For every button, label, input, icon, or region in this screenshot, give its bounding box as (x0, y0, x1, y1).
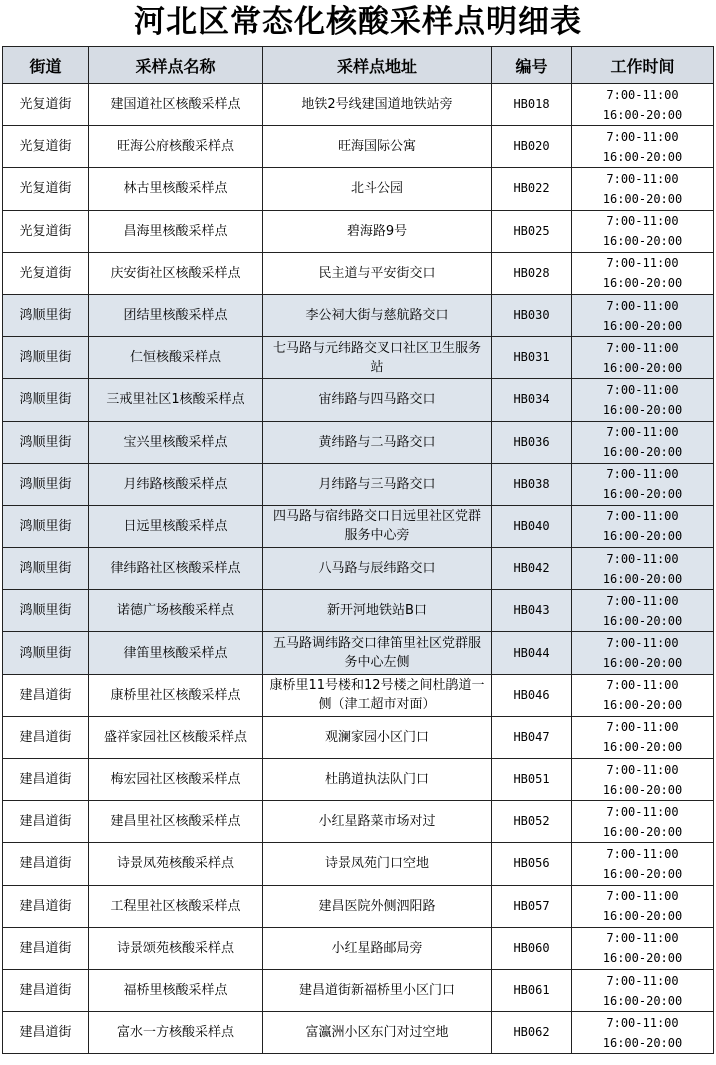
evening-hours: 16:00-20:00 (602, 824, 683, 839)
table-row (3, 590, 714, 632)
street-cell: 鸿顺里街 (3, 337, 89, 379)
code-cell: HB062 (492, 1012, 572, 1054)
morning-hours: 7:00-11:00 (606, 171, 679, 186)
site-address-cell: 新开河地铁站B口 (263, 590, 492, 632)
sampling-sites-table (2, 46, 714, 1054)
code-cell: HB030 (492, 294, 572, 336)
site-name-cell: 林古里核酸采样点 (89, 168, 263, 210)
morning-hours: 7:00-11:00 (606, 636, 679, 651)
table-row (3, 337, 714, 379)
site-name-cell: 仁恒核酸采样点 (89, 337, 263, 379)
table-row (3, 463, 714, 505)
street-cell: 鸿顺里街 (3, 421, 89, 463)
code-cell: HB034 (492, 379, 572, 421)
evening-hours: 16:00-20:00 (602, 149, 683, 164)
header-row (3, 47, 714, 84)
street-cell: 鸿顺里街 (3, 590, 89, 632)
table-row (3, 84, 714, 126)
street-cell: 光复道街 (3, 168, 89, 210)
table-row (3, 716, 714, 758)
evening-hours: 16:00-20:00 (602, 613, 683, 628)
morning-hours: 7:00-11:00 (606, 467, 679, 482)
table-header (3, 47, 714, 84)
site-name-cell: 建国道社区核酸采样点 (89, 84, 263, 126)
code-cell: HB057 (492, 885, 572, 927)
site-address-cell: 诗景凤苑门口空地 (263, 843, 492, 885)
table-body (3, 84, 714, 1054)
evening-hours: 16:00-20:00 (602, 107, 683, 122)
site-address-cell: 康桥里11号楼和12号楼之间杜鹃道一侧（津工超市对面） (263, 674, 492, 716)
site-address-cell: 北斗公园 (263, 168, 492, 210)
site-address-cell: 黄纬路与二马路交口 (263, 421, 492, 463)
code-cell: HB025 (492, 210, 572, 252)
morning-hours: 7:00-11:00 (606, 509, 679, 524)
street-cell: 鸿顺里街 (3, 379, 89, 421)
street-cell: 光复道街 (3, 84, 89, 126)
code-cell: HB043 (492, 590, 572, 632)
evening-hours: 16:00-20:00 (602, 487, 683, 502)
working-hours-cell (572, 801, 714, 843)
morning-hours: 7:00-11:00 (606, 931, 679, 946)
site-name-cell: 富水一方核酸采样点 (89, 1012, 263, 1054)
table-row (3, 379, 714, 421)
code-cell: HB040 (492, 505, 572, 547)
code-cell: HB051 (492, 759, 572, 801)
working-hours-cell (572, 759, 714, 801)
table-row (3, 548, 714, 590)
site-name-cell: 建昌里社区核酸采样点 (89, 801, 263, 843)
site-name-cell: 福桥里核酸采样点 (89, 969, 263, 1011)
morning-hours: 7:00-11:00 (606, 973, 679, 988)
morning-hours: 7:00-11:00 (606, 129, 679, 144)
morning-hours: 7:00-11:00 (606, 214, 679, 229)
code-cell: HB031 (492, 337, 572, 379)
working-hours-cell (572, 463, 714, 505)
street-cell: 光复道街 (3, 210, 89, 252)
evening-hours: 16:00-20:00 (602, 909, 683, 924)
table-row (3, 843, 714, 885)
site-address-cell: 小红星路邮局旁 (263, 927, 492, 969)
street-cell: 建昌道街 (3, 843, 89, 885)
evening-hours: 16:00-20:00 (602, 445, 683, 460)
street-cell: 鸿顺里街 (3, 294, 89, 336)
working-hours-cell (572, 168, 714, 210)
evening-hours: 16:00-20:00 (602, 276, 683, 291)
site-address-cell: 李公祠大街与慈航路交口 (263, 294, 492, 336)
site-name-cell: 律笛里核酸采样点 (89, 632, 263, 674)
evening-hours: 16:00-20:00 (602, 360, 683, 375)
evening-hours: 16:00-20:00 (602, 1035, 683, 1050)
table-row (3, 168, 714, 210)
site-address-cell: 地铁2号线建国道地铁站旁 (263, 84, 492, 126)
morning-hours: 7:00-11:00 (606, 889, 679, 904)
morning-hours: 7:00-11:00 (606, 720, 679, 735)
table-row (3, 1012, 714, 1054)
evening-hours: 16:00-20:00 (602, 698, 683, 713)
code-cell: HB061 (492, 969, 572, 1011)
code-cell: HB022 (492, 168, 572, 210)
street-cell: 鸿顺里街 (3, 463, 89, 505)
morning-hours: 7:00-11:00 (606, 593, 679, 608)
street-cell: 建昌道街 (3, 969, 89, 1011)
header-code: 编号 (492, 47, 572, 84)
site-name-cell: 盛祥家园社区核酸采样点 (89, 716, 263, 758)
table-row (3, 252, 714, 294)
working-hours-cell (572, 210, 714, 252)
evening-hours: 16:00-20:00 (602, 740, 683, 755)
working-hours-cell (572, 885, 714, 927)
street-cell: 建昌道街 (3, 927, 89, 969)
table-row (3, 632, 714, 674)
site-name-cell: 昌海里核酸采样点 (89, 210, 263, 252)
working-hours-cell (572, 716, 714, 758)
code-cell: HB042 (492, 548, 572, 590)
working-hours-cell (572, 505, 714, 547)
street-cell: 光复道街 (3, 252, 89, 294)
table-row (3, 801, 714, 843)
morning-hours: 7:00-11:00 (606, 382, 679, 397)
working-hours-cell (572, 84, 714, 126)
page-title: 河北区常态化核酸采样点明细表 (134, 4, 582, 40)
working-hours-cell (572, 337, 714, 379)
site-address-cell: 宙纬路与四马路交口 (263, 379, 492, 421)
code-cell: HB044 (492, 632, 572, 674)
site-name-cell: 庆安街社区核酸采样点 (89, 252, 263, 294)
street-cell: 建昌道街 (3, 759, 89, 801)
evening-hours: 16:00-20:00 (602, 782, 683, 797)
table-row (3, 421, 714, 463)
working-hours-cell (572, 379, 714, 421)
site-name-cell: 诺德广场核酸采样点 (89, 590, 263, 632)
street-cell: 建昌道街 (3, 801, 89, 843)
working-hours-cell (572, 590, 714, 632)
site-name-cell: 日远里核酸采样点 (89, 505, 263, 547)
site-address-cell: 建昌道街新福桥里小区门口 (263, 969, 492, 1011)
code-cell: HB046 (492, 674, 572, 716)
morning-hours: 7:00-11:00 (606, 1015, 679, 1030)
site-address-cell: 旺海国际公寓 (263, 126, 492, 168)
code-cell: HB047 (492, 716, 572, 758)
site-name-cell: 月纬路核酸采样点 (89, 463, 263, 505)
working-hours-cell (572, 674, 714, 716)
morning-hours: 7:00-11:00 (606, 256, 679, 271)
site-address-cell: 碧海路9号 (263, 210, 492, 252)
evening-hours: 16:00-20:00 (602, 571, 683, 586)
site-address-cell: 八马路与辰纬路交口 (263, 548, 492, 590)
site-address-cell: 月纬路与三马路交口 (263, 463, 492, 505)
evening-hours: 16:00-20:00 (602, 866, 683, 881)
code-cell: HB056 (492, 843, 572, 885)
working-hours-cell (572, 252, 714, 294)
code-cell: HB020 (492, 126, 572, 168)
working-hours-cell (572, 1012, 714, 1054)
code-cell: HB018 (492, 84, 572, 126)
site-name-cell: 康桥里社区核酸采样点 (89, 674, 263, 716)
working-hours-cell (572, 548, 714, 590)
street-cell: 建昌道街 (3, 885, 89, 927)
site-name-cell: 三戒里社区1核酸采样点 (89, 379, 263, 421)
working-hours-cell (572, 927, 714, 969)
morning-hours: 7:00-11:00 (606, 846, 679, 861)
working-hours-cell (572, 294, 714, 336)
table-row (3, 969, 714, 1011)
street-cell: 建昌道街 (3, 1012, 89, 1054)
working-hours-cell (572, 632, 714, 674)
table-row (3, 294, 714, 336)
code-cell: HB036 (492, 421, 572, 463)
evening-hours: 16:00-20:00 (602, 402, 683, 417)
evening-hours: 16:00-20:00 (602, 951, 683, 966)
morning-hours: 7:00-11:00 (606, 298, 679, 313)
code-cell: HB060 (492, 927, 572, 969)
site-address-cell: 小红星路菜市场对过 (263, 801, 492, 843)
code-cell: HB038 (492, 463, 572, 505)
evening-hours: 16:00-20:00 (602, 191, 683, 206)
site-name-cell: 宝兴里核酸采样点 (89, 421, 263, 463)
site-address-cell: 民主道与平安街交口 (263, 252, 492, 294)
working-hours-cell (572, 843, 714, 885)
morning-hours: 7:00-11:00 (606, 425, 679, 440)
morning-hours: 7:00-11:00 (606, 551, 679, 566)
morning-hours: 7:00-11:00 (606, 340, 679, 355)
street-cell: 鸿顺里街 (3, 632, 89, 674)
working-hours-cell (572, 126, 714, 168)
evening-hours: 16:00-20:00 (602, 656, 683, 671)
evening-hours: 16:00-20:00 (602, 993, 683, 1008)
table-row (3, 674, 714, 716)
evening-hours: 16:00-20:00 (602, 318, 683, 333)
street-cell: 建昌道街 (3, 674, 89, 716)
header-site-name: 采样点名称 (89, 47, 263, 84)
street-cell: 建昌道街 (3, 716, 89, 758)
table-row (3, 126, 714, 168)
morning-hours: 7:00-11:00 (606, 87, 679, 102)
site-name-cell: 团结里核酸采样点 (89, 294, 263, 336)
header-working-hours: 工作时间 (572, 47, 714, 84)
table-row (3, 210, 714, 252)
site-address-cell: 五马路调纬路交口律笛里社区党群服务中心左侧 (263, 632, 492, 674)
site-name-cell: 诗景颂苑核酸采样点 (89, 927, 263, 969)
evening-hours: 16:00-20:00 (602, 529, 683, 544)
site-name-cell: 梅宏园社区核酸采样点 (89, 759, 263, 801)
code-cell: HB028 (492, 252, 572, 294)
site-address-cell: 四马路与宿纬路交口日远里社区党群服务中心旁 (263, 505, 492, 547)
site-address-cell: 富瀛洲小区东门对过空地 (263, 1012, 492, 1054)
street-cell: 鸿顺里街 (3, 548, 89, 590)
site-address-cell: 杜鹃道执法队门口 (263, 759, 492, 801)
table-row (3, 885, 714, 927)
code-cell: HB052 (492, 801, 572, 843)
site-address-cell: 建昌医院外侧泗阳路 (263, 885, 492, 927)
working-hours-cell (572, 969, 714, 1011)
site-address-cell: 观澜家园小区门口 (263, 716, 492, 758)
morning-hours: 7:00-11:00 (606, 678, 679, 693)
table-row (3, 759, 714, 801)
morning-hours: 7:00-11:00 (606, 804, 679, 819)
street-cell: 光复道街 (3, 126, 89, 168)
site-name-cell: 诗景凤苑核酸采样点 (89, 843, 263, 885)
header-street: 街道 (3, 47, 89, 84)
site-name-cell: 工程里社区核酸采样点 (89, 885, 263, 927)
site-name-cell: 旺海公府核酸采样点 (89, 126, 263, 168)
site-name-cell: 律纬路社区核酸采样点 (89, 548, 263, 590)
table-row (3, 505, 714, 547)
working-hours-cell (572, 421, 714, 463)
table-row (3, 927, 714, 969)
evening-hours: 16:00-20:00 (602, 234, 683, 249)
morning-hours: 7:00-11:00 (606, 762, 679, 777)
site-address-cell: 七马路与元纬路交叉口社区卫生服务站 (263, 337, 492, 379)
street-cell: 鸿顺里街 (3, 505, 89, 547)
header-site-address: 采样点地址 (263, 47, 492, 84)
